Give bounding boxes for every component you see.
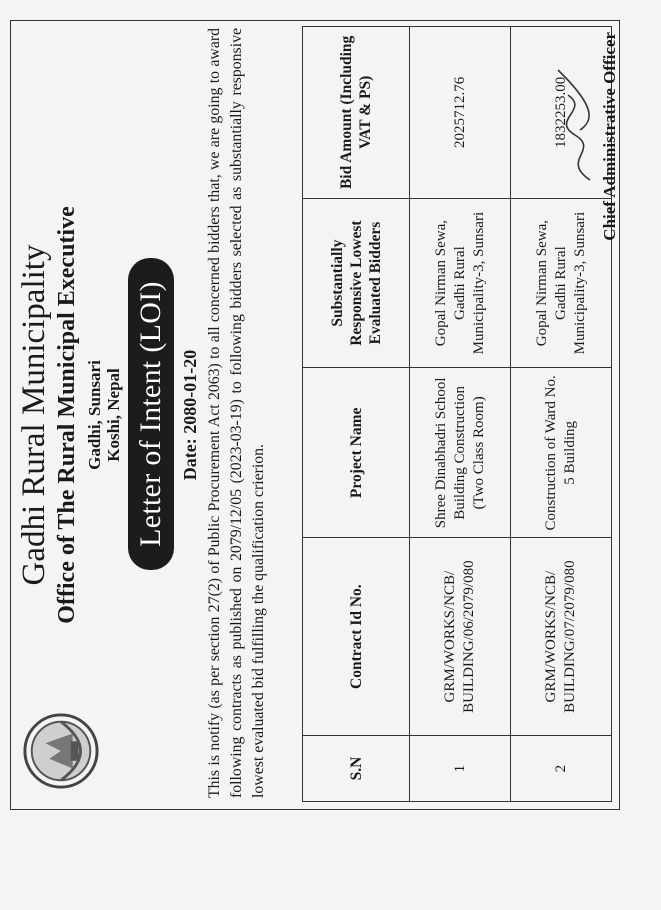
address-line-2: Koshi, Nepal (104, 368, 123, 462)
cell-sn: 1 (410, 736, 511, 802)
header-bid-amount: Bid Amount (Including VAT & PS) (303, 27, 410, 199)
header-bidders: Substantially Responsive Lowest Evaluated Bidders (303, 198, 410, 368)
office-name: Office of The Rural Municipal Executive (54, 206, 80, 624)
cell-amount: 1832253.00 (511, 27, 612, 199)
municipality-name: Gadhi Rural Municipality (16, 244, 52, 586)
notice-paragraph: This is notify (as per section 27(2) of Public Procurement Act 2063) to all concerned bidders that, we are going to award following contracts as published on 2079/12/05 (2023-03-19) to following bidders selected as substantially responsive lowest evaluated bid fulfilling the qualification crierion. (206, 28, 267, 798)
notice-date: Date: 2080-01-20 (180, 349, 200, 481)
signature-mark (550, 60, 606, 190)
cell-bidder: Gopal Nirman Sewa, Gadhi Rural Municipality-3, Sunsari (511, 198, 612, 368)
header-contract-id: Contract Id No. (303, 538, 410, 736)
header-project-name: Project Name (303, 368, 410, 538)
signatory-title: Chief Administrative Officer (600, 32, 619, 241)
document-page (10, 20, 620, 810)
loi-banner: Letter of Intent (LOI) (128, 258, 174, 570)
header-sn: S.N (303, 736, 410, 802)
cell-amount: 2025712.76 (410, 27, 511, 199)
cell-contract-id: GRM/WORKS/NCB/ BUILDING/07/2079/080 (511, 538, 612, 736)
table-row (410, 27, 511, 802)
cell-bidder: Gopal Nirman Sewa, Gadhi Rural Municipality-3, Sunsari (410, 198, 511, 368)
address-line-1: Gadhi, Sunsari (85, 360, 104, 470)
cell-project-name: Shree Dinabhadri School Building Construction (Two Class Room) (410, 368, 511, 538)
cell-contract-id: GRM/WORKS/NCB/ BUILDING/06/2079/080 (410, 538, 511, 736)
cell-project-name: Construction of Ward No. 5 Building (511, 368, 612, 538)
table-header-row (303, 27, 410, 802)
cell-sn: 2 (511, 736, 612, 802)
